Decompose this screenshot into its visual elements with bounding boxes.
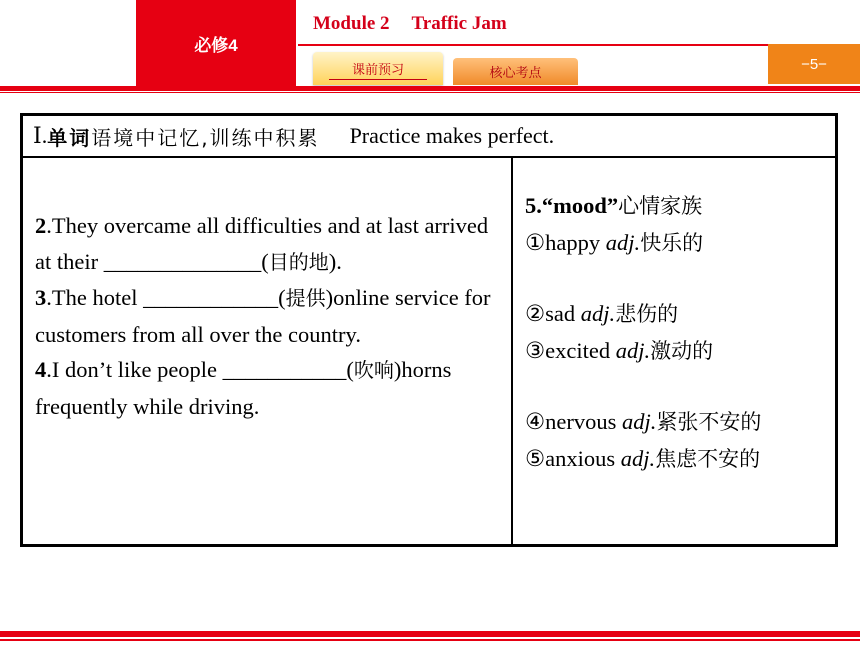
mood-item xyxy=(525,404,825,441)
mood-family xyxy=(525,188,825,477)
section-number: Ⅰ. xyxy=(33,123,48,148)
item-word: sad xyxy=(545,301,576,326)
exercise-item-4 xyxy=(35,352,505,424)
item-text: )online service for customers from all over the country. xyxy=(35,285,491,347)
item-hint: 目的地 xyxy=(268,249,329,274)
section-motto: Practice makes perfect. xyxy=(349,123,555,148)
heading-cn: 心情家族 xyxy=(618,194,703,218)
tab-key-points-label: 核心考点 xyxy=(489,65,542,80)
item-number: 3 xyxy=(35,285,47,310)
tab-key-points[interactable] xyxy=(453,58,578,85)
heading-word: “mood” xyxy=(541,193,619,218)
item-word: nervous xyxy=(545,409,617,434)
tab-preview[interactable] xyxy=(313,52,443,85)
section-title-bold: 单词 xyxy=(47,125,92,150)
exercise-list xyxy=(35,208,505,424)
mood-item xyxy=(525,296,825,333)
module-label: Module 2 xyxy=(313,13,390,34)
item-word: happy xyxy=(545,229,601,255)
item-pos: adj. xyxy=(620,445,656,471)
item-mark: ⑤ xyxy=(525,445,546,471)
exercise-table xyxy=(20,113,838,547)
item-text: ( xyxy=(261,248,269,274)
page-title xyxy=(313,13,507,35)
item-text: .I don’t like people xyxy=(46,357,223,382)
item-pos: adj. xyxy=(622,409,657,434)
item-cn: 焦虑不安的 xyxy=(655,446,761,471)
item-text: ( xyxy=(278,285,286,310)
item-text: .They overcame all difficulties and at last arrived at their xyxy=(35,213,489,274)
mood-item xyxy=(525,441,825,478)
answer-blank[interactable]: ___________ xyxy=(222,357,347,382)
exercise-item-2 xyxy=(35,208,505,280)
spacer xyxy=(525,369,825,404)
item-text: .The hotel xyxy=(46,285,144,310)
column-divider xyxy=(511,156,513,544)
header-divider xyxy=(298,44,768,46)
item-pos: adj. xyxy=(605,229,641,255)
item-hint: 吹响 xyxy=(353,358,394,382)
item-text: ). xyxy=(328,248,342,274)
item-pos: adj. xyxy=(615,337,651,363)
item-cn: 快乐的 xyxy=(640,230,704,255)
footer-bar xyxy=(0,631,860,637)
item-text: ( xyxy=(346,357,354,382)
mood-item xyxy=(525,225,825,262)
item-text: )horns frequently while driving. xyxy=(35,357,452,419)
item-hint: 提供 xyxy=(285,286,326,310)
mood-item xyxy=(525,333,825,370)
item-word: anxious xyxy=(545,445,616,471)
item-mark: ② xyxy=(525,301,546,326)
item-pos: adj. xyxy=(580,301,616,326)
section-header xyxy=(23,116,835,158)
item-number: 4 xyxy=(35,357,47,382)
tab-underline xyxy=(329,79,427,80)
spacer xyxy=(525,261,825,296)
page-number: −5− xyxy=(768,44,860,84)
item-word: excited xyxy=(545,337,611,363)
mood-heading xyxy=(525,188,825,225)
header-bottom-line xyxy=(0,92,860,93)
exercise-item-3 xyxy=(35,280,505,352)
item-number: 2 xyxy=(35,213,47,238)
item-cn: 紧张不安的 xyxy=(656,410,762,434)
item-cn: 悲伤的 xyxy=(615,302,679,326)
item-mark: ③ xyxy=(525,337,546,363)
item-mark: ① xyxy=(525,229,546,255)
footer-line xyxy=(0,639,860,641)
lesson-title: Traffic Jam xyxy=(411,13,507,34)
tab-preview-label: 课前预习 xyxy=(351,62,404,77)
answer-blank[interactable]: ______________ xyxy=(103,248,262,274)
section-title: 语境中记忆,训练中积累 xyxy=(91,125,320,150)
item-cn: 激动的 xyxy=(650,338,714,363)
answer-blank[interactable]: ____________ xyxy=(143,285,279,310)
heading-number: 5. xyxy=(525,193,542,218)
item-mark: ④ xyxy=(525,409,546,434)
book-label: 必修4 xyxy=(136,0,296,86)
header-bottom-bar xyxy=(0,86,860,91)
